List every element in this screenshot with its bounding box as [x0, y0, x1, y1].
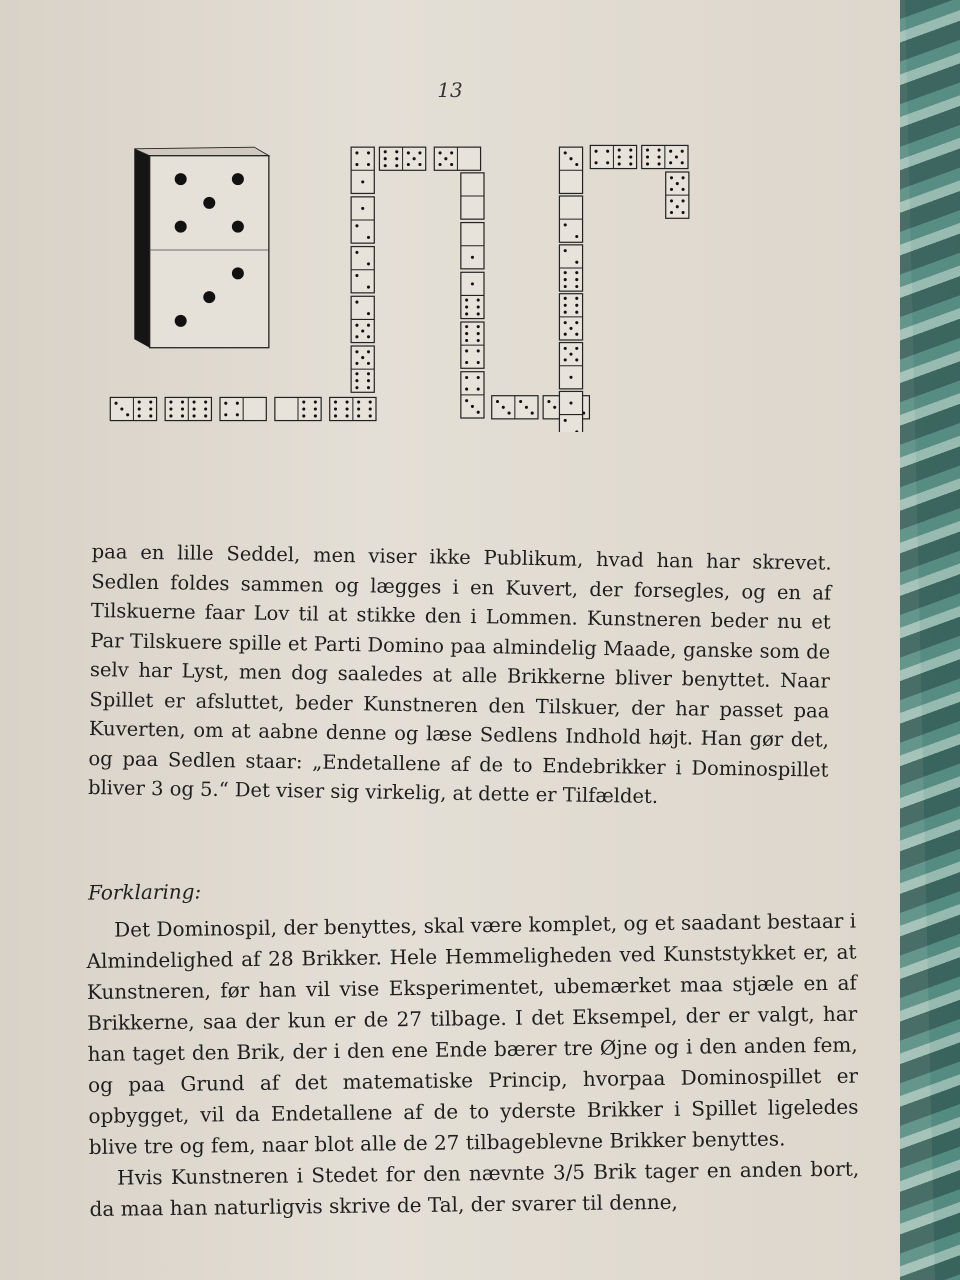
domino-left-col-4	[351, 346, 374, 392]
domino-bottom-1	[165, 397, 211, 420]
domino-top-0	[379, 147, 425, 170]
domino-bottom-2	[220, 397, 266, 420]
domino-right-col-3	[559, 294, 582, 340]
domino-right-col-0	[559, 147, 582, 193]
domino-mid-col-4	[461, 372, 484, 418]
paragraph-continuation: Hvis Kunstneren i Stedet for den nævnte 3/5 Brik tager en anden bort, da maa han naturligvis skrive de Tal, der svarer til denne,	[89, 1156, 860, 1221]
background-cloth	[900, 0, 960, 1280]
domino-left-col-1	[351, 197, 374, 243]
explanation-text	[86, 906, 860, 1225]
domino-bottom-3	[275, 397, 321, 420]
domino-mid-col-0	[461, 173, 484, 219]
domino-mid-col-2	[461, 272, 484, 318]
paragraph-explanation: Det Dominospil, der benyttes, skal være komplet, og et saadant bestaar i Almindelighed af 28 Brikker. Hele Hemmeligheden ved Kunststykket er, at Kunstneren, før han vil vise Eksperimentet, ubemærket maa stjæle en af Brikkerne, saa der kun er de 27 tilbage. I det Eksempel, der er valgt, har han taget den Brik, der i den ene Ende bærer tre Øjne og i den anden fem, og paa Grund af det matematiske Princip, hvorpaa Dominospillet er opbygget, vil da Endetallene af de to yderste Brikker i Spillet ligeledes blive tre og fem, naar blot alle de 27 tilbageblevne Brikker benyttes.	[86, 908, 859, 1159]
large-domino-3-5	[134, 147, 269, 348]
domino-right-col-5	[559, 391, 582, 432]
page-number: 13	[437, 78, 463, 102]
domino-right-top-1	[642, 145, 688, 168]
domino-bottom-0	[110, 397, 156, 420]
domino-right-hook-0	[666, 172, 689, 218]
domino-mid-col-1	[461, 223, 484, 269]
domino-right-col-1	[559, 196, 582, 242]
domino-mid-bottom-0	[492, 396, 538, 419]
domino-figure	[100, 140, 700, 432]
section-heading: Forklaring:	[87, 879, 202, 905]
domino-right-top-0	[590, 145, 636, 168]
domino-right-col-4	[559, 343, 582, 389]
domino-left-col-2	[351, 247, 374, 293]
domino-right-col-2	[559, 245, 582, 291]
domino-left-col-0	[351, 147, 374, 193]
domino-left-col-3	[351, 296, 374, 342]
paragraph-trick-description: paa en lille Seddel, men viser ikke Publikum, hvad han har skrevet. Sedlen foldes sammen og lægges i en Kuvert, der forsegles, og en af Tilskuerne faar Lov til at stikke den i Lommen. Kunstneren beder nu et Par Tilskuere spille et Parti Domino paa almindelig Maade, ganske som de selv har Lyst, men dog saaledes at alle Brikkerne bliver benyttet. Naar Spillet er afsluttet, beder Kunstneren den Tilskuer, der har passet paa Kuverten, om at aabne denne og læse Sedlens Indhold højt. Han gør det, og paa Sedlen staar: „Endetallene af de to Endebrikker i Dominospillet bliver 3 og 5.“ Det viser sig virkelig, at dette er Tilfældet.	[87, 539, 832, 808]
domino-mid-col-3	[461, 322, 484, 368]
domino-top-1	[434, 147, 480, 170]
domino-bottom-4	[330, 397, 376, 420]
